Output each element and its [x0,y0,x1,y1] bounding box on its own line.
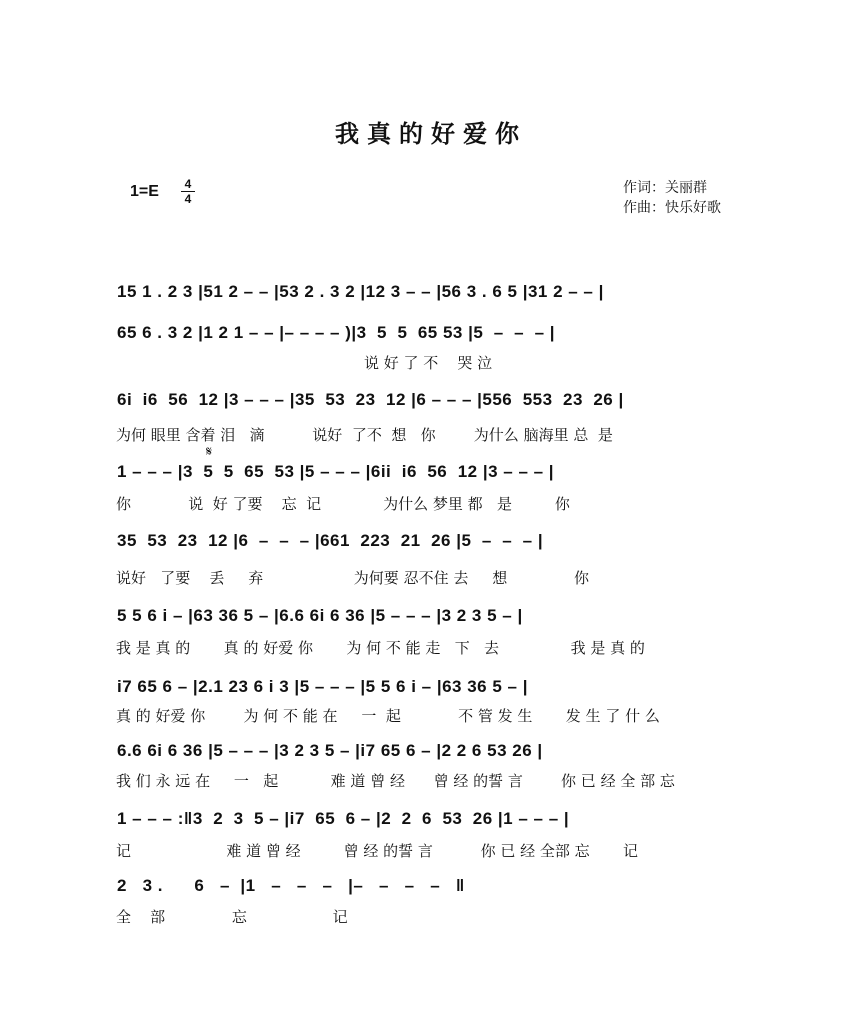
credits [623,178,721,218]
lyrics-row-9: 记 难 道 曾 经 曾 经 的誓 言 你 已 经 全部 忘 记 [116,842,639,860]
meter-top: 4 [184,177,192,191]
composer-credit: 作曲：快乐好歌 [623,200,721,216]
lyrics-row-10: 全 部 忘 记 [116,908,348,926]
notation-row-4: 1 – – – |3 5 5 65 53 |5 – – – |6ii i6 56 12 |3 – – – | [117,462,555,481]
lyrics-row-2: 说 好 了 不 哭 泣 [116,354,493,372]
notation-row-8: 6.6 6i 6 36 |5 – – – |3 2 3 5 – |i7 65 6 – |2 2 6 53 26 | [117,741,543,760]
lyrics-row-8: 我 们 永 远 在 一 起 难 道 曾 经 曾 经 的誓 言 你 已 经 全 部 忘 [116,772,675,790]
lyrics-row-3: 为何 眼里 含着 泪 滴 说好 了不 想 你 为什么 脑海里 总 是 [116,426,613,444]
lyrics-row-7: 真 的 好爱 你 为 何 不 能 在 一 起 不 管 发 生 发 生 了 什 么 [116,707,660,725]
segno-sign: 𝄋 [206,444,213,460]
lyrics-row-4: 你 说 好 了要 忘 记 为什么 梦里 都 是 你 [116,495,570,513]
notation-row-10: 2 3 . 6 – |1 – – – |– – – – ‖ [117,876,465,895]
notation-row-2: 65 6 . 3 2 |1 2 1 – – |– – – – )|3 5 5 65 53 |5 – – – | [117,323,556,342]
time-signature [181,178,195,205]
key-signature: 1=E [130,183,159,200]
notation-row-3: 6i i6 56 12 |3 – – – |35 53 23 12 |6 – – – |556 553 23 26 | [117,390,624,409]
meter-bottom: 4 [184,192,192,206]
notation-row-9: 1 – – – :‖3 2 3 5 – |i7 65 6 – |2 2 6 53 26 |1 – – – | [117,809,570,828]
notation-row-6: 5 5 6 i – |63 36 5 – |6.6 6i 6 36 |5 – – – |3 2 3 5 – | [117,606,523,625]
notation-row-7: i7 65 6 – |2.1 23 6 i 3 |5 – – – |5 5 6 i – |63 36 5 – | [117,677,528,696]
notation-row-1: 15 1 . 2 3 |51 2 – – |53 2 . 3 2 |12 3 – – |56 3 . 6 5 |31 2 – – | [117,282,604,301]
lyrics-row-6: 我 是 真 的 真 的 好爱 你 为 何 不 能 走 下 去 我 是 真 的 [116,639,645,657]
lyrics-row-5: 说好 了要 丢 弃 为何要 忍不住 去 想 你 [116,569,589,587]
song-title: 我真的好爱你 [335,120,527,148]
notation-row-5: 35 53 23 12 |6 – – – |661 223 21 26 |5 – – – | [117,531,544,550]
lyricist-credit: 作词：关丽群 [623,180,707,196]
